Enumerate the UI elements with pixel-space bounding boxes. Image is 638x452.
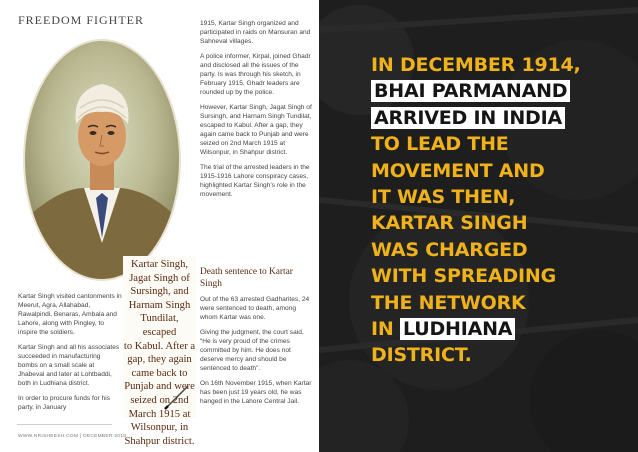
body-paragraph: Kartar Singh and all his associates succeeded in manufacturing bombs on a small scale at Jhabeval and later at Lohtbaddi, both in Ludhiana district. (18, 344, 120, 387)
quote-line (371, 210, 633, 236)
quote-text: DISTRICT. (371, 344, 472, 367)
quote-highlight: LUDHIANA (400, 318, 515, 340)
section-label: FREEDOM FIGHTER (18, 13, 145, 27)
quote-text: WAS CHARGED (371, 238, 528, 261)
pencil-icon (162, 382, 192, 412)
body-paragraph: The trial of the arrested leaders in the 1915-1916 Lahore conspiracy cases, highlighted Kartar Singh’s role in the movement. (200, 164, 310, 198)
quote-highlight: BHAI PARMANAND (371, 80, 570, 102)
caption-line: Tundilat, escaped (140, 313, 179, 338)
quote-text: WITH SPREADING (371, 265, 556, 288)
section-subheading: Death sentence to Kartar Singh (200, 267, 293, 289)
body-paragraph: Giving the judgment, the court said, “He is very proud of the crimes committed by him. He does not deserve mercy and should be sentenced to death”. (200, 329, 304, 372)
footer-rule (17, 424, 112, 425)
middle-column-text-2 (200, 295, 312, 412)
quote-text: IT WAS THEN, (371, 186, 516, 209)
pull-quote (371, 52, 633, 369)
quote-line (371, 78, 633, 104)
quote-line (371, 316, 633, 342)
quote-line (371, 290, 633, 316)
caption-line: came back to (131, 367, 188, 379)
body-paragraph: In order to procure funds for his party, in January (18, 395, 110, 411)
quote-line (371, 158, 633, 184)
quote-line (371, 131, 633, 157)
caption-line: seized on 2nd (130, 394, 189, 406)
body-paragraph: Out of the 63 arrested Gadharites, 24 were sentenced to death, among whom Kartar was one. (200, 296, 310, 321)
quote-line (371, 184, 633, 210)
portrait-painting (22, 38, 182, 283)
caption-line: Kartar Singh, (130, 259, 189, 270)
caption-line: March 1915 at (128, 408, 191, 420)
caption-line: Sursingh, and (130, 286, 189, 298)
quote-text: KARTAR SINGH (371, 212, 528, 235)
quote-highlight: ARRIVED IN INDIA (371, 107, 565, 129)
caption-line: Shahpur district. (124, 435, 195, 447)
caption-line: Punjab and were (124, 381, 195, 393)
quote-text: MOVEMENT AND (371, 159, 545, 182)
body-paragraph: 1915, Kartar Singh organized and participated in raids on Mansuran and Sahneval villages. (200, 20, 311, 45)
quote-text: TO LEAD THE (371, 133, 509, 156)
caption-line: to Kabul. After a (123, 340, 196, 352)
caption-line: gap, they again (127, 354, 192, 366)
quote-text: IN (371, 318, 394, 341)
body-paragraph: However, Kartar Singh, Jagat Singh of Sursingh, and Harnam Singh Tundilat, escaped to Kabul. After a gap, they again came back to Punjab and were seized on 2nd March 1915 at Wilsonpur, in Shahpur district. (200, 104, 312, 156)
quote-line (371, 263, 633, 289)
caption-line: Jagat Singh of (129, 272, 190, 284)
quote-line (371, 52, 633, 78)
body-paragraph: On 16th November 1915, when Kartar has been just 19 years old, he was hanged in the Lahore Central Jail. (200, 380, 312, 405)
left-column-text (18, 292, 122, 418)
quote-text: IN DECEMBER 1914, (371, 54, 581, 76)
body-paragraph: A police informer, Kirpal, joined Ghadr and disclosed all the issues of the party. Is was through his sketch, in February 1915, Ghadr leaders are rounded up by the police. (200, 53, 311, 96)
quote-line (371, 105, 633, 131)
quote-line (371, 237, 633, 263)
caption-line: Harnam Singh (128, 299, 191, 311)
page-footer: WWW.NRISHEESH.COM | DECEMBER 2018 (18, 434, 127, 439)
quote-text: THE NETWORK (371, 291, 526, 314)
caption-line: Wilsonpur, in (130, 422, 189, 434)
body-paragraph: Kartar Singh visited cantonments in Meerut, Agra, Allahabad, Rawalpindi, Benaras, Ambala and Lahore, along with Pingley, to inspire the soldiers. (18, 293, 122, 336)
quote-line (371, 342, 633, 368)
middle-column-text (200, 19, 312, 205)
